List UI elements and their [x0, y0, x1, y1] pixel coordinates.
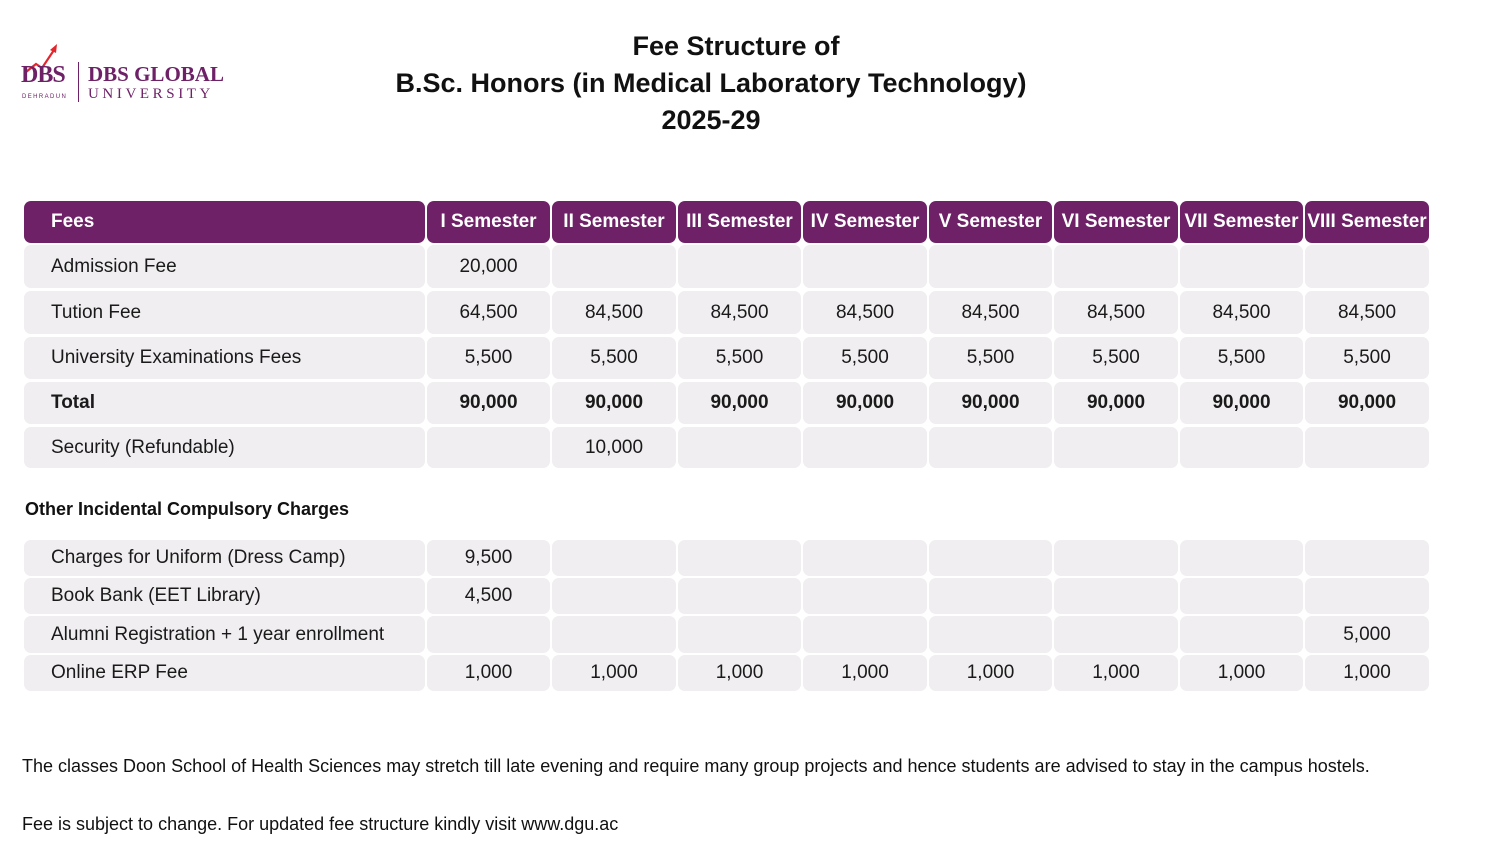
- incidental-cell: [803, 578, 927, 614]
- incidental-cell: [552, 540, 676, 576]
- incidental-cell: 1,000: [552, 655, 676, 691]
- fee-row-label: University Examinations Fees: [24, 337, 425, 379]
- fee-cell: 5,500: [678, 337, 801, 379]
- incidental-cell: [1054, 540, 1178, 576]
- fee-cell: [427, 427, 550, 468]
- fee-cell: 90,000: [929, 382, 1052, 424]
- incidental-cell: 1,000: [1305, 655, 1429, 691]
- fee-cell: 20,000: [427, 245, 550, 288]
- fee-cell: 84,500: [1054, 291, 1178, 334]
- fee-cell: [929, 245, 1052, 288]
- header-semester: II Semester: [552, 201, 676, 243]
- fee-cell: [929, 427, 1052, 468]
- fee-cell: [1180, 427, 1303, 468]
- logo-name-line1: DBS GLOBAL: [88, 62, 224, 86]
- fee-cell: 90,000: [1305, 382, 1429, 424]
- header-semester: VII Semester: [1180, 201, 1303, 243]
- fee-cell: 90,000: [1054, 382, 1178, 424]
- fee-cell: [1305, 427, 1429, 468]
- fee-cell: 90,000: [678, 382, 801, 424]
- fee-cell: [1054, 427, 1178, 468]
- fee-cell: 10,000: [552, 427, 676, 468]
- incidental-row-label: Online ERP Fee: [24, 655, 425, 691]
- fee-cell: [1180, 245, 1303, 288]
- fee-cell: 90,000: [427, 382, 550, 424]
- incidental-heading: Other Incidental Compulsory Charges: [25, 499, 350, 519]
- incidental-cell: [1180, 616, 1303, 653]
- fee-cell: 84,500: [929, 291, 1052, 334]
- fee-cell: 5,500: [427, 337, 550, 379]
- header-semester: III Semester: [678, 201, 801, 243]
- fee-cell: 5,500: [1180, 337, 1303, 379]
- fee-cell: [1054, 245, 1178, 288]
- incidental-cell: [803, 616, 927, 653]
- logo-subtext: DEHRADUN: [22, 94, 68, 100]
- fee-cell: [552, 245, 676, 288]
- fee-cell: [1305, 245, 1429, 288]
- fee-row-label: Admission Fee: [24, 245, 425, 288]
- fee-row-label: Total: [24, 382, 425, 424]
- incidental-row-label: Alumni Registration + 1 year enrollment: [24, 616, 425, 653]
- fee-cell: 5,500: [929, 337, 1052, 379]
- fee-cell: 5,500: [1305, 337, 1429, 379]
- header-semester: VI Semester: [1054, 201, 1178, 243]
- incidental-cell: [1054, 578, 1178, 614]
- incidental-row-label: Charges for Uniform (Dress Camp): [24, 540, 425, 576]
- fee-cell: [803, 245, 927, 288]
- fee-cell: [678, 427, 801, 468]
- fee-cell: 64,500: [427, 291, 550, 334]
- hostel-note: The classes Doon School of Health Sciences may stretch till late evening and require many group projects and hence students are advised to stay in the campus hostels.: [22, 756, 1370, 776]
- incidental-cell: [929, 616, 1052, 653]
- incidental-cell: [929, 578, 1052, 614]
- incidental-cell: [552, 578, 676, 614]
- incidental-cell: 1,000: [427, 655, 550, 691]
- fee-cell: 90,000: [1180, 382, 1303, 424]
- title-line2: B.Sc. Honors (in Medical Laboratory Technology): [395, 68, 1027, 98]
- incidental-cell: [1305, 540, 1429, 576]
- incidental-cell: 1,000: [929, 655, 1052, 691]
- logo-divider: [78, 62, 79, 102]
- fee-cell: 84,500: [803, 291, 927, 334]
- title-line1: Fee Structure of: [632, 31, 840, 61]
- title-line3: 2025-29: [661, 105, 761, 135]
- incidental-cell: [678, 578, 801, 614]
- incidental-cell: 5,000: [1305, 616, 1429, 653]
- fee-cell: [803, 427, 927, 468]
- incidental-cell: 1,000: [678, 655, 801, 691]
- incidental-cell: 1,000: [1054, 655, 1178, 691]
- header-semester: VIII Semester: [1305, 201, 1429, 243]
- header-semester: V Semester: [929, 201, 1052, 243]
- logo-name-line2: UNIVERSITY: [88, 86, 214, 102]
- fee-cell: [678, 245, 801, 288]
- fee-cell: 84,500: [1305, 291, 1429, 334]
- incidental-cell: [929, 540, 1052, 576]
- incidental-cell: 4,500: [427, 578, 550, 614]
- header-semester: I Semester: [427, 201, 550, 243]
- incidental-cell: 1,000: [1180, 655, 1303, 691]
- fee-cell: 84,500: [552, 291, 676, 334]
- fee-row-label: Security (Refundable): [24, 427, 425, 468]
- incidental-cell: [678, 616, 801, 653]
- university-logo: [20, 42, 230, 104]
- incidental-cell: 1,000: [803, 655, 927, 691]
- incidental-cell: 9,500: [427, 540, 550, 576]
- fee-row-label: Tution Fee: [24, 291, 425, 334]
- fee-cell: 5,500: [552, 337, 676, 379]
- incidental-cell: [1305, 578, 1429, 614]
- fee-cell: 5,500: [1054, 337, 1178, 379]
- incidental-cell: [803, 540, 927, 576]
- fee-cell: 90,000: [803, 382, 927, 424]
- fee-cell: 90,000: [552, 382, 676, 424]
- fee-cell: 84,500: [1180, 291, 1303, 334]
- incidental-row-label: Book Bank (EET Library): [24, 578, 425, 614]
- fee-change-note: Fee is subject to change. For updated fee structure kindly visit www.dgu.ac: [22, 814, 619, 834]
- fee-cell: 5,500: [803, 337, 927, 379]
- incidental-cell: [1180, 540, 1303, 576]
- incidental-cell: [1180, 578, 1303, 614]
- incidental-cell: [552, 616, 676, 653]
- logo-mark-text: DBS: [21, 62, 65, 88]
- incidental-cell: [427, 616, 550, 653]
- header-semester: IV Semester: [803, 201, 927, 243]
- incidental-cell: [678, 540, 801, 576]
- header-fees: Fees: [24, 201, 425, 243]
- incidental-cell: [1054, 616, 1178, 653]
- fee-cell: 84,500: [678, 291, 801, 334]
